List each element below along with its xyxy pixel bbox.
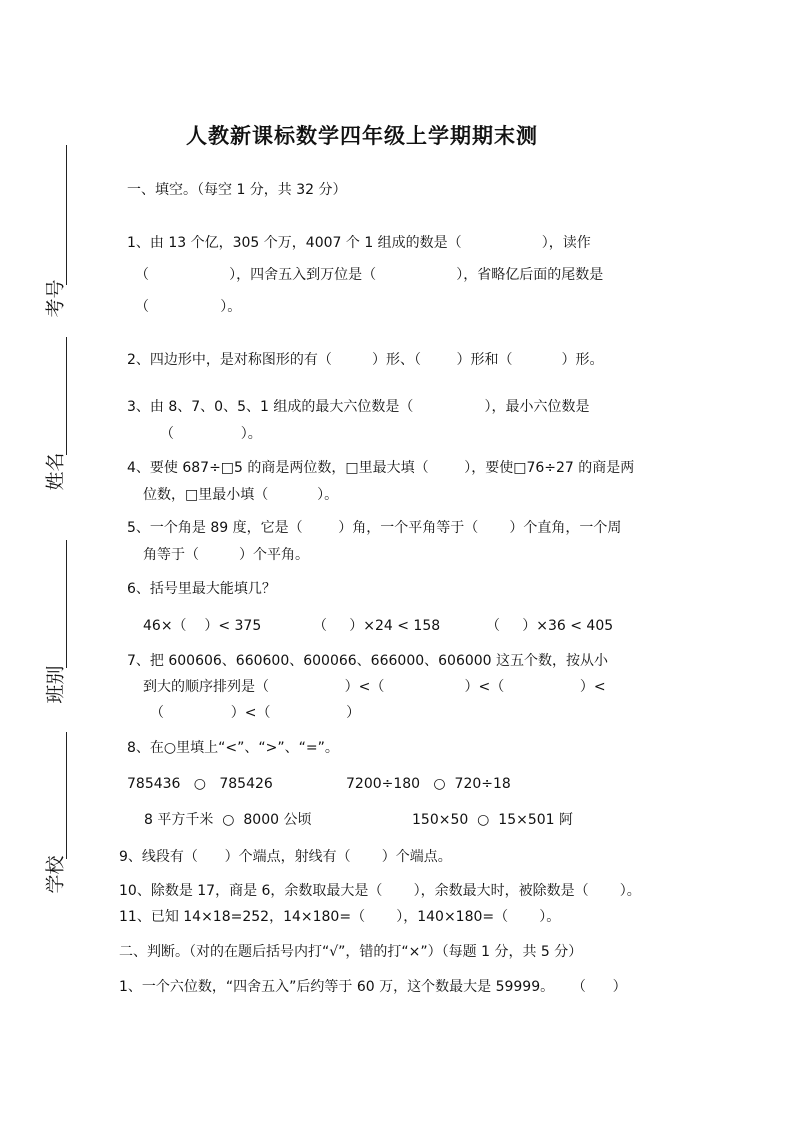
- page-title: 人教新课标数学四年级上学期期末测: [186, 123, 538, 148]
- margin-line-exam-number: [66, 145, 67, 285]
- question-1-line-1: 1、由 13 个亿，305 个万，4007 个 1 组成的数是（ ），读作: [127, 235, 591, 251]
- question-5-line-1: 5、一个角是 89 度，它是（ ）角，一个平角等于（ ）个直角，一个周: [127, 520, 622, 536]
- question-2-line-1: 2、四边形中，是对称图形的有（ ）形、（ ）形和（ ）形。: [127, 352, 604, 368]
- question-6-line-1: 6、括号里最大能填几？: [127, 581, 276, 597]
- question-3-line-2: （ ）。: [160, 426, 262, 442]
- question-7-line-3: （ ）<（ ）: [150, 705, 361, 721]
- judgement-question-1: 1、一个六位数，“四舍五入”后约等于 60 万，这个数最大是 59999。 （ ）: [119, 979, 627, 995]
- question-9-line-1: 9、线段有（ ）个端点，射线有（ ）个端点。: [119, 849, 452, 865]
- question-7-line-2: 到大的顺序排列是（ ）<（ ）<（ ）<: [143, 679, 606, 695]
- question-6-item-3: （ ）×36 < 405: [486, 618, 614, 634]
- question-1-line-3: （ ）。: [135, 299, 242, 315]
- margin-line-name: [66, 337, 67, 455]
- question-10-line-1: 10、除数是 17，商是 6，余数取最大是（ ），余数最大时，被除数是（ ）。: [119, 883, 641, 899]
- question-5-line-2: 角等于（ ）个平角。: [143, 547, 310, 563]
- question-6-item-1: 46×（ ）< 375: [143, 618, 262, 634]
- question-1-line-2: （ ），四舍五入到万位是（ ），省略亿后面的尾数是: [135, 267, 604, 283]
- question-3-line-1: 3、由 8、7、0、5、1 组成的最大六位数是（ ），最小六位数是: [127, 399, 590, 415]
- question-8-item-4: 150×50 ○ 15×501 阿: [412, 812, 573, 828]
- question-8-item-1: 785436 ○ 785426: [127, 776, 273, 792]
- question-6-item-2: （ ）×24 < 158: [313, 618, 441, 634]
- margin-line-class: [66, 540, 67, 668]
- section-heading-fill-blank: 一、填空。（每空 1 分，共 32 分）: [127, 182, 347, 198]
- question-8-item-2: 7200÷180 ○ 720÷18: [346, 776, 511, 792]
- question-8-line-1: 8、在○里填上“<”、“>”、“=”。: [127, 740, 339, 756]
- margin-label-exam-number: 考号: [44, 279, 67, 318]
- margin-label-name: 姓名: [44, 452, 67, 491]
- question-8-item-3: 8 平方千米 ○ 8000 公顷: [144, 812, 312, 828]
- margin-label-class: 班别: [44, 665, 67, 704]
- question-7-line-1: 7、把 600606、660600、600066、666000、606000 这五个数，按从小: [127, 653, 609, 669]
- margin-label-school: 学校: [44, 855, 67, 894]
- section-heading-true-false: 二、判断。（对的在题后括号内打“√”，错的打“×”）（每题 1 分，共 5 分）: [119, 944, 583, 960]
- question-4-line-1: 4、要使 687÷□5 的商是两位数，□里最大填（ ），要使□76÷27 的商是两: [127, 460, 635, 476]
- question-11-line-1: 11、已知 14×18=252，14×180=（ ），140×180=（ ）。: [119, 909, 561, 925]
- margin-line-school: [66, 732, 67, 859]
- question-4-line-2: 位数，□里最小填（ ）。: [143, 487, 339, 503]
